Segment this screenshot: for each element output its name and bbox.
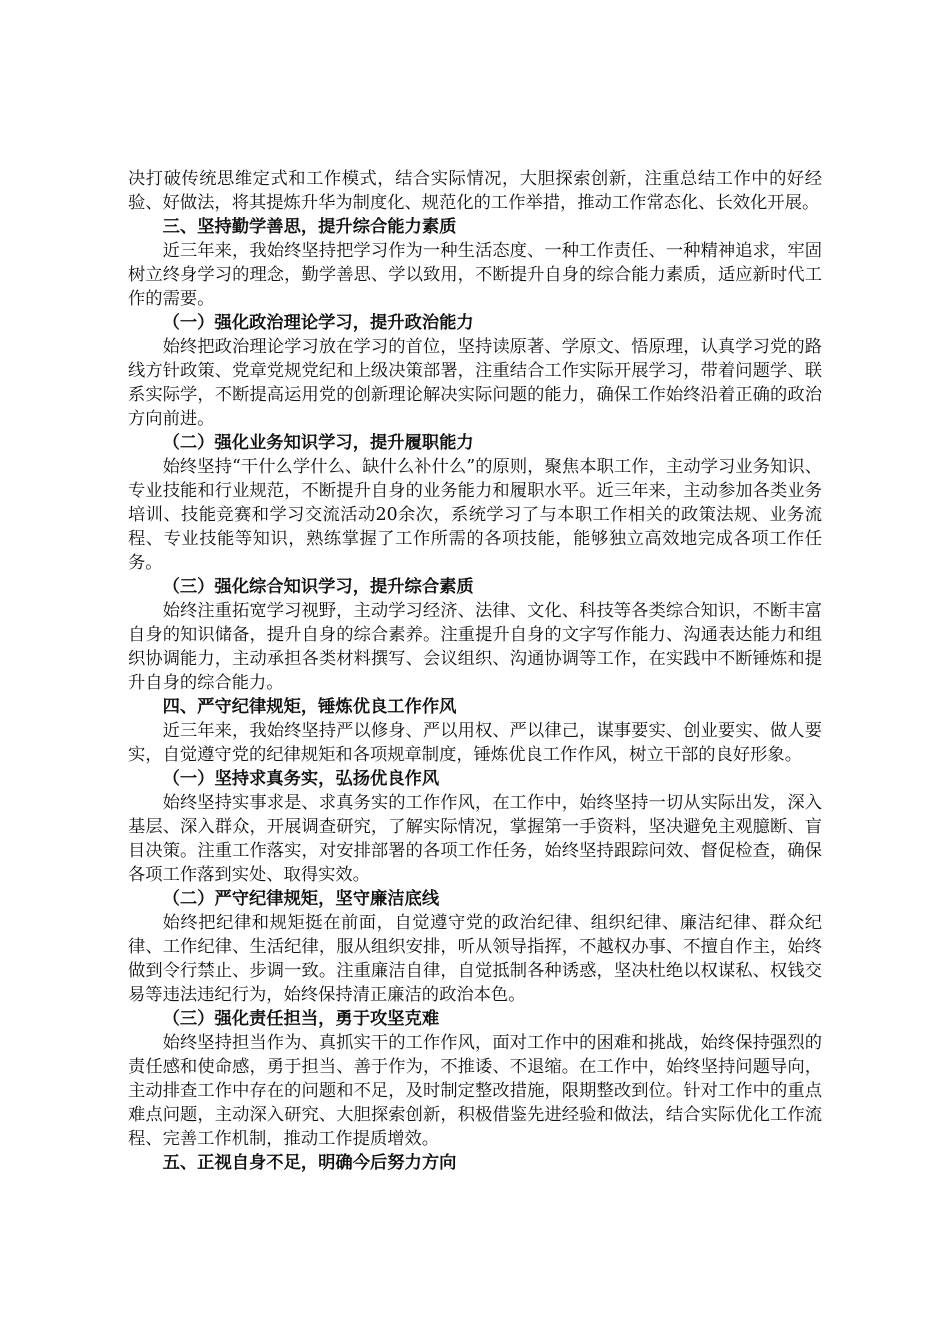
heading-section-5: 五、正视自身不足，明确今后努力方向 xyxy=(162,1153,457,1173)
paragraph-3-2: 始终坚持“干什么学什么、缺什么补什么”的原则，聚焦本职工作，主动学习业务知识、专业技能和行业规范，不断提升自身的业务能力和履职水平。近三年来，主动参加各类业务培训、技能竞赛和学习交流活动20余次，系统学习了与本职工作相关的政策法规、业务流程、专业技能等知识，熟练掌握了工作所需的各项技能，能够独立高效地完成各项工作任务。 xyxy=(128,457,822,573)
heading-4-3: （三）强化责任担当，勇于攻坚克难 xyxy=(162,1009,440,1029)
heading-3-1: （一）强化政治理论学习，提升政治能力 xyxy=(162,313,474,333)
paragraph-section-4: 近三年来，我始终坚持严以修身、严以用权、严以律己，谋事要实、创业要实、做人要实，自觉遵守党的纪律规矩和各项规章制度，锤炼优良工作作风，树立干部的良好形象。 xyxy=(128,721,822,765)
heading-4-2: （二）严守纪律规矩，坚守廉洁底线 xyxy=(162,889,440,909)
paragraph-4-2: 始终把纪律和规矩挺在前面，自觉遵守党的政治纪律、组织纪律、廉洁纪律、群众纪律、工作纪律、生活纪律，服从组织安排，听从领导指挥，不越权办事、不擅自作主，始终做到令行禁止、步调一致。注重廉洁自律，自觉抵制各种诱惑，坚决杜绝以权谋私、权钱交易等违法违纪行为，始终保持清正廉洁的政治本色。 xyxy=(128,913,822,1005)
paragraph-section-3: 近三年来，我始终坚持把学习作为一种生活态度、一种工作责任、一种精神追求，牢固树立终身学习的理念，勤学善思、学以致用，不断提升自身的综合能力素质，适应新时代工作的需要。 xyxy=(128,241,822,309)
paragraph-4-3: 始终坚持担当作为、真抓实干的工作作风，面对工作中的困难和挑战，始终保持强烈的责任感和使命感，勇于担当、善于作为，不推诿、不退缩。在工作中，始终坚持问题导向，主动排查工作中存在的问题和不足，及时制定整改措施，限期整改到位。针对工作中的重点难点问题，主动深入研究、大胆探索创新，积极借鉴先进经验和做法，结合实际优化工作流程、完善工作机制，推动工作提质增效。 xyxy=(128,1033,822,1149)
heading-3-2: （二）强化业务知识学习，提升履职能力 xyxy=(162,433,474,453)
paragraph-3-3: 始终注重拓宽学习视野，主动学习经济、法律、文化、科技等各类综合知识，不断丰富自身的知识储备，提升自身的综合素养。注重提升自身的文字写作能力、沟通表达能力和组织协调能力，主动承担各类材料撰写、会议组织、沟通协调等工作，在实践中不断锤炼和提升自身的综合能力。 xyxy=(128,601,822,693)
document-body xyxy=(128,167,822,1175)
paragraph-4-1: 始终坚持实事求是、求真务实的工作作风，在工作中，始终坚持一切从实际出发，深入基层、深入群众，开展调查研究，了解实际情况，掌握第一手资料，坚决避免主观臆断、盲目决策。注重工作落实，对安排部署的各项工作任务，始终坚持跟踪问效、督促检查，确保各项工作落到实处、取得实效。 xyxy=(128,793,822,885)
paragraph-intro: 决打破传统思维定式和工作模式，结合实际情况，大胆探索创新，注重总结工作中的好经验、好做法，将其提炼升华为制度化、规范化的工作举措，推动工作常态化、长效化开展。 xyxy=(128,169,822,213)
heading-3-3: （三）强化综合知识学习，提升综合素质 xyxy=(162,577,474,597)
heading-4-1: （一）坚持求真务实，弘扬优良作风 xyxy=(162,769,440,789)
heading-section-3: 三、坚持勤学善思，提升综合能力素质 xyxy=(162,217,457,237)
heading-section-4: 四、严守纪律规矩，锤炼优良工作作风 xyxy=(162,697,457,717)
paragraph-3-1: 始终把政治理论学习放在学习的首位，坚持读原著、学原文、悟原理，认真学习党的路线方针政策、党章党规党纪和上级决策部署，注重结合工作实际开展学习，带着问题学、联系实际学，不断提高运用党的创新理论解决实际问题的能力，确保工作始终沿着正确的政治方向前进。 xyxy=(128,337,822,429)
